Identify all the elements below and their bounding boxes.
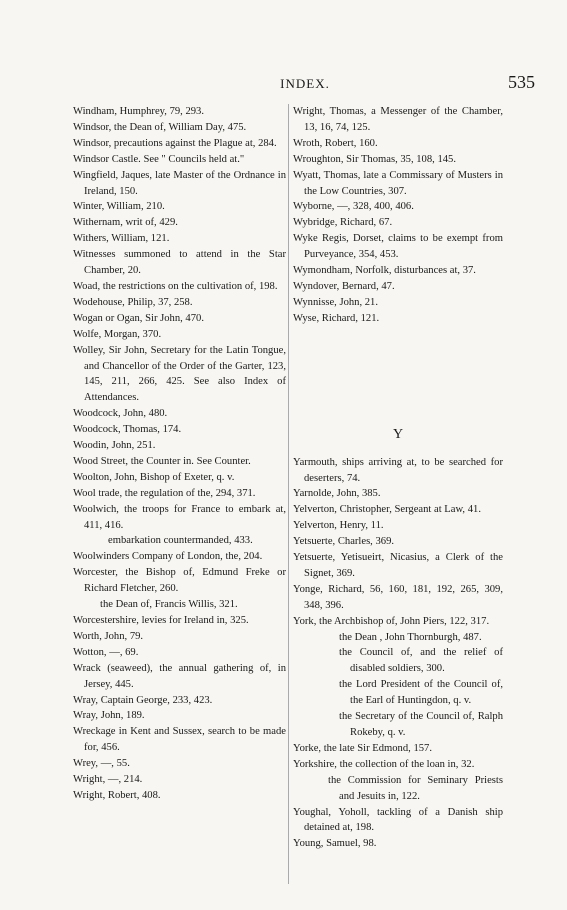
index-entry: the Secretary of the Council of, Ralph Rokeby, q. v. (339, 711, 503, 738)
index-entry: Yelverton, Christopher, Sergeant at Law, 41. (293, 504, 481, 516)
index-entry: Wolley, Sir John, Secretary for the Latin Tongue, and Chancellor of the Order of the Garter, 123, 145, 211, 266, 425. See also Index of Attendances. (73, 344, 286, 404)
index-entry: Windham, Humphrey, 79, 293. (73, 106, 204, 117)
index-entry: Yelverton, Henry, 11. (293, 520, 384, 532)
page-header (75, 72, 535, 96)
index-entry: Wroth, Robert, 160. (293, 137, 378, 149)
index-entry: the Lord President of the Council of, the Earl of Huntingdon, q. v. (339, 679, 503, 707)
index-entry: Wray, John, 189. (73, 710, 145, 722)
index-entry: Wymondham, Norfolk, disturbances at, 37. (293, 265, 476, 277)
index-entry: Worcester, the Bishop of, Edmund Freke or Richard Fletcher, 260. (73, 567, 286, 595)
index-entry: Woolton, John, Bishop of Exeter, q. v. (73, 471, 235, 483)
index-entry: Wingfield, Jaques, late Master of the Ordnance in Ireland, 150. (73, 169, 286, 197)
index-entry: embarkation countermanded, 433. (108, 535, 253, 547)
section-letter: Y (392, 426, 404, 442)
index-entry: Windsor Castle. See " Councils held at." (73, 153, 245, 165)
index-entry: Yarnolde, John, 385. (293, 488, 381, 500)
index-entry: Wodehouse, Philip, 37, 258. (73, 296, 193, 308)
index-entry: Wogan or Ogan, Sir John, 470. (73, 312, 204, 324)
index-entry: Wyborne, —, 328, 400, 406. (293, 201, 414, 213)
index-entry: Young, Samuel, 98. (293, 838, 377, 850)
index-entry: Wroughton, Sir Thomas, 35, 108, 145. (293, 153, 456, 165)
index-entry: Woolwich, the troops for France to embark at, 411, 416. (73, 503, 286, 531)
section-gap (293, 327, 503, 415)
index-entry: Woolwinders Company of London, the, 204. (73, 551, 263, 563)
index-entry: Wybridge, Richard, 67. (293, 217, 393, 229)
index-entry: Wright, Robert, 408. (73, 789, 161, 801)
index-entry: Wood Street, the Counter in. See Counter. (73, 455, 251, 467)
index-entry: Wotton, —, 69. (73, 646, 139, 658)
index-entry: the Dean , John Thornburgh, 487. (339, 631, 482, 643)
index-entry: Woad, the restrictions on the cultivation of, 198. (73, 280, 278, 292)
page-title: INDEX. (280, 76, 330, 91)
index-entry: York, the Archbishop of, John Piers, 122, 317. (293, 615, 490, 627)
index-group-w (293, 104, 503, 327)
index-entry: Withernam, writ of, 429. (73, 217, 178, 229)
index-entry: Wrack (seaweed), the annual gathering of, in Jersey, 445. (73, 662, 286, 690)
index-entry: Wyke Regis, Dorset, claims to be exempt from Purveyance, 354, 453. (293, 233, 503, 261)
index-entry: Youghal, Yoholl, tackling of a Danish ship detained at, 198. (293, 806, 503, 834)
index-entry: Wright, —, 214. (73, 774, 143, 786)
index-entry: Wray, Captain George, 233, 423. (73, 694, 213, 706)
index-entry: Worth, John, 79. (73, 630, 144, 642)
index-entry: Winter, William, 210. (73, 201, 165, 213)
index-entry: Yorke, the late Sir Edmond, 157. (293, 742, 432, 754)
page-number: 535 (508, 72, 535, 92)
column-divider (288, 104, 289, 884)
index-entry: Wolfe, Morgan, 370. (73, 328, 162, 340)
index-entry: the Council of, and the relief of disabled soldiers, 300. (339, 647, 503, 675)
index-entry: the Dean of, Francis Willis, 321. (100, 599, 238, 611)
index-entry: Wright, Thomas, a Messenger of the Chamber, 13, 16, 74, 125. (293, 106, 503, 133)
index-entry: the Commission for Seminary Priests and Jesuits in, 122. (328, 774, 503, 802)
index-entry: Yarmouth, ships arriving at, to be searched for deserters, 74. (293, 456, 503, 484)
index-group-y (293, 455, 503, 853)
index-entry: Woodcock, Thomas, 174. (73, 424, 182, 436)
index-entry: Worcestershire, levies for Ireland in, 325. (73, 615, 249, 626)
index-entry: Yorkshire, the collection of the loan in, 32. (293, 758, 475, 770)
index-column-right (293, 104, 503, 852)
index-entry: Witnesses summoned to attend in the Star Chamber, 20. (73, 249, 286, 277)
index-entry: Wyndover, Bernard, 47. (293, 280, 395, 292)
index-entry: Windsor, precautions against the Plague at, 284. (73, 137, 277, 149)
index-entry: Yetsuerte, Yetisueirt, Nicasius, a Clerk of the Signet, 369. (293, 552, 503, 579)
index-column-left (73, 104, 286, 804)
index-entry: Wreckage in Kent and Sussex, search to be made for, 456. (73, 726, 286, 754)
index-entry: Wrey, —, 55. (73, 758, 130, 770)
index-entry: Windsor, the Dean of, William Day, 475. (73, 121, 247, 133)
index-entry: Yonge, Richard, 56, 160, 181, 192, 265, 309, 348, 396. (293, 583, 503, 611)
index-entry: Yetsuerte, Charles, 369. (293, 536, 395, 548)
index-entry: Withers, William, 121. (73, 233, 170, 245)
index-entry: Woodin, John, 251. (73, 440, 156, 452)
index-entry: Wynnisse, John, 21. (293, 296, 378, 308)
index-entry: Wyatt, Thomas, late a Commissary of Musters in the Low Countries, 307. (293, 169, 503, 197)
index-entry: Woodcock, John, 480. (73, 408, 168, 420)
index-entry: Wool trade, the regulation of the, 294, 371. (73, 487, 256, 499)
index-entry: Wyse, Richard, 121. (293, 312, 380, 324)
